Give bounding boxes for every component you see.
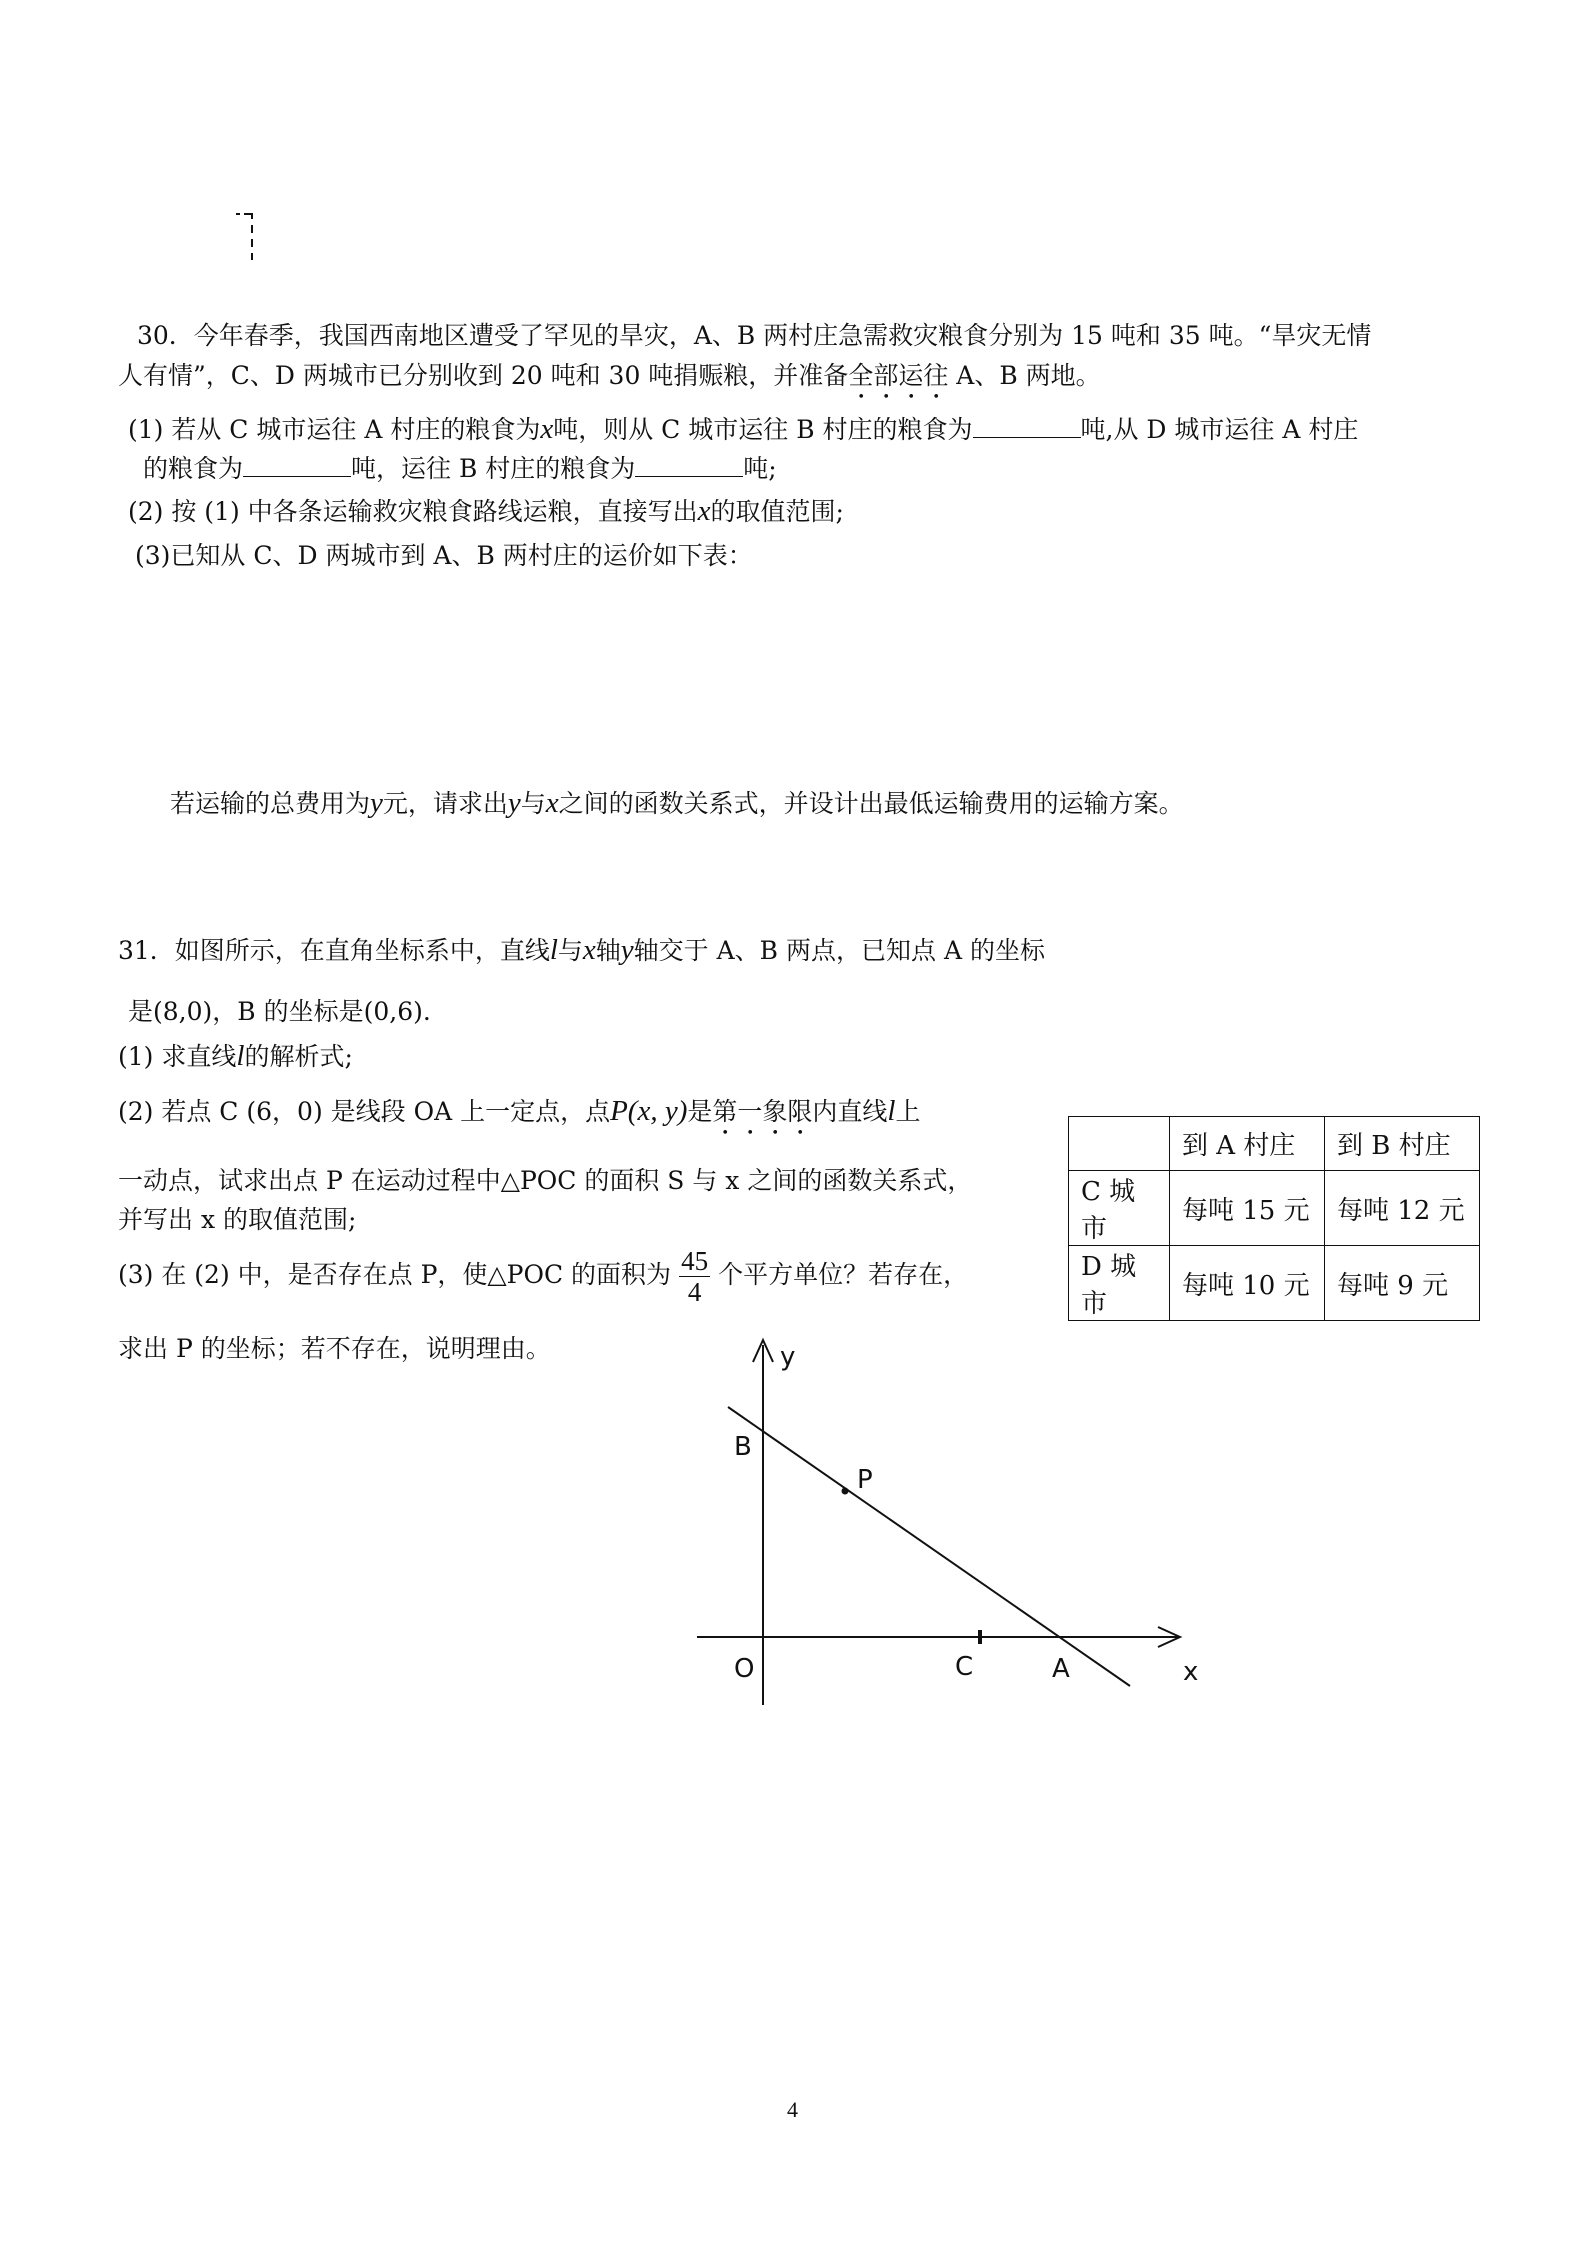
answer-blank[interactable] <box>635 452 743 477</box>
point-p <box>842 1488 849 1495</box>
p31-q2-line3: 并写出 x 的取值范围; <box>118 1205 357 1234</box>
answer-blank[interactable] <box>243 452 351 477</box>
table-row <box>1069 1171 1480 1246</box>
p31-q2-line2: 一动点，试求出点 P 在运动过程中△POC 的面积 S 与 x 之间的函数关系式， <box>118 1166 973 1195</box>
label-b: B <box>734 1432 752 1462</box>
p31-q2-line1: (2) 若点 C (6，0) 是线段 OA 上一定点，点P(x, y)是第一象限内直线l上 <box>118 1095 921 1127</box>
fraction: $\frac{45}{4}$ <box>681 1246 709 1307</box>
table-cell: 到 A 村庄 <box>1170 1117 1325 1171</box>
page-number: 4 <box>787 2097 798 2122</box>
p31-q1: (1) 求直线l的解析式; <box>118 1040 353 1072</box>
label-p: P <box>857 1465 873 1495</box>
p30-intro-line1: 30．今年春季，我国西南地区遭受了罕见的旱灾，A、B 两村庄急需救灾粮食分别为 15 吨和 35 吨。“旱灾无情 <box>137 321 1372 350</box>
p30-intro-line2: 人有情”，C、D 两城市已分别收到 20 吨和 30 吨捐赈粮，并准备全部运往 A、B 两地。 <box>118 361 1101 390</box>
table-cell: 每吨 10 元 <box>1170 1246 1325 1321</box>
corner-mark <box>228 205 268 265</box>
p30-q3: (3)已知从 C、D 两城市到 A、B 两村庄的运价如下表： <box>135 541 753 570</box>
table-cell: 每吨 15 元 <box>1170 1171 1325 1246</box>
table-cell: D 城市 <box>1069 1246 1170 1321</box>
label-a: A <box>1052 1654 1070 1684</box>
table-cell: 每吨 12 元 <box>1325 1171 1480 1246</box>
price-table <box>1068 1116 1480 1321</box>
label-o: O <box>734 1654 755 1684</box>
table-cell: 每吨 9 元 <box>1325 1246 1480 1321</box>
p30-followup: 若运输的总费用为y元，请求出y与x之间的函数关系式，并设计出最低运输费用的运输方案。 <box>170 787 1184 819</box>
line-l <box>728 1407 1130 1686</box>
table-row <box>1069 1246 1480 1321</box>
y-axis-label: y <box>780 1342 796 1372</box>
p31-q3-line1: (3) 在 (2) 中，是否存在点 P，使△POC 的面积为 $\frac{45}{4}$ 个平方单位？若存在， <box>118 1246 969 1307</box>
coordinate-graph <box>680 1320 1220 1730</box>
p30-q1-line2: 的粮食为 吨，运往 B 村庄的粮食为 吨; <box>143 454 777 483</box>
p31-line2: 是(8,0)，B 的坐标是(0,6). <box>128 997 431 1026</box>
p30-q2: (2) 按 (1) 中各条运输救灾粮食路线运粮，直接写出x的取值范围; <box>128 495 844 527</box>
p31-q3-line2: 求出 P 的坐标；若不存在，说明理由。 <box>118 1334 551 1363</box>
p30-q1-line1: (1) 若从 C 城市运往 A 村庄的粮食为x吨，则从 C 城市运往 B 村庄的粮食为 吨,从 D 城市运往 A 村庄 <box>128 413 1359 445</box>
table-cell <box>1069 1117 1170 1171</box>
table-cell: 到 B 村庄 <box>1325 1117 1480 1171</box>
label-c: C <box>955 1652 974 1682</box>
answer-blank[interactable] <box>973 413 1081 438</box>
table-cell: C 城市 <box>1069 1171 1170 1246</box>
p31-line1: 31．如图所示，在直角坐标系中，直线l与x轴y轴交于 A、B 两点，已知点 A 的坐标 <box>118 934 1045 966</box>
x-axis-label: x <box>1183 1657 1199 1687</box>
table-header-row <box>1069 1117 1480 1171</box>
